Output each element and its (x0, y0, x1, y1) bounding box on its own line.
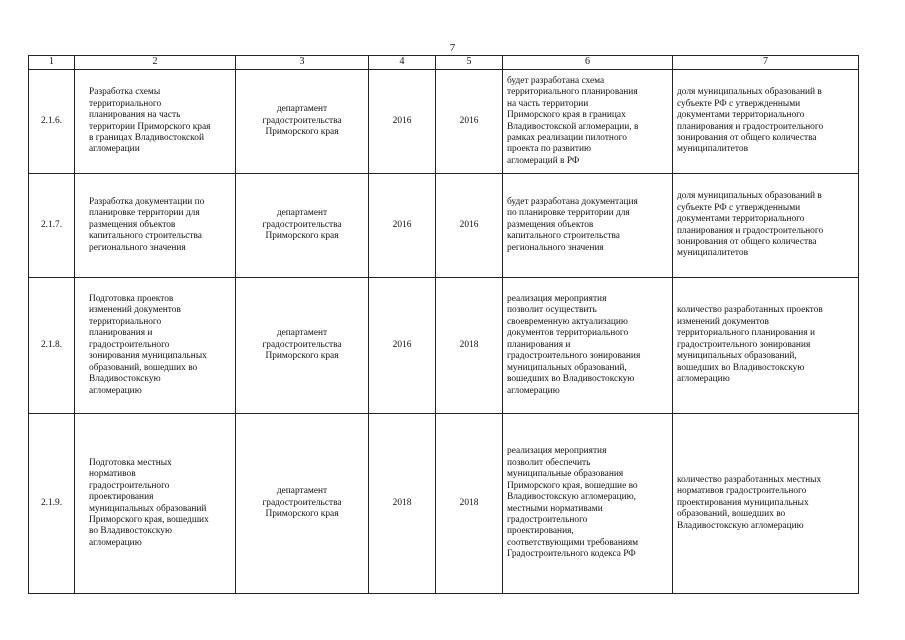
table-row (29, 414, 859, 594)
column-header-5: 5 (436, 56, 503, 70)
end-year: 2018 (436, 414, 503, 594)
end-year: 2016 (436, 70, 503, 174)
page-number: 7 (449, 42, 456, 54)
indicator: доля муниципальных образований в субъекте РФ с утвержденными документами территориального планирования и градостроительного зонирования от общего количества муниципалитетов (677, 87, 824, 155)
measure-title: Разработка документации по планировке территории для размещения объектов капитального строительства регионального значения (89, 196, 205, 253)
start-year: 2016 (369, 70, 436, 174)
table-row (29, 70, 859, 174)
measure-title: Подготовка местных нормативов градостроительного проектирования муниципальных образований Приморского края, вошедших во Владивостокскую агломерацию (89, 457, 209, 548)
column-header-6: 6 (503, 56, 673, 70)
end-year: 2016 (436, 174, 503, 278)
indicator: количество разработанных проектов изменений документов территориального планирования и градостроительного зонирования муниципальных образований, вошедших во Владивостокскую агломерацию (677, 305, 823, 385)
executor: департамент градостроительства Приморского края (262, 104, 342, 138)
start-year: 2016 (369, 174, 436, 278)
table-row (29, 174, 859, 278)
expected-result: реализация мероприятия позволит осуществить своевременную актуализацию документов территориального планирования и градостроительного зонирования муниципальных образований, вошедших во Владивостокскую агломерацию (507, 293, 641, 396)
expected-result: будет разработана документация по планировке территории для размещения объектов капитального строительства регионального значения (507, 196, 638, 253)
start-year: 2018 (369, 414, 436, 594)
row-number: 2.1.6. (29, 70, 75, 174)
expected-result: будет разработана схема территориального планирования на часть территории Приморского края в границах Владивостокской агломерации, в рамках реализации пилотного проекта по развитию агломераций в РФ (507, 75, 639, 166)
indicator: количество разработанных местных нормативов градостроительного проектирования муниципальных образований, вошедших во Владивостокскую агломерацию (677, 474, 822, 531)
executor: департамент градостроительства Приморского края (262, 486, 342, 520)
start-year: 2016 (369, 278, 436, 414)
executor: департамент градостроительства Приморского края (262, 208, 342, 242)
expected-result: реализация мероприятия позволит обеспечить муниципальные образования Приморского края, вошедшие во Владивостокскую агломерацию, местными нормативами градостроительного проектирования, соответствующими требованиям Градостроительного кодекса РФ (507, 446, 639, 560)
measures-table (28, 55, 859, 594)
row-number: 2.1.7. (29, 174, 75, 278)
column-header-1: 1 (29, 56, 75, 70)
table-row (29, 278, 859, 414)
row-number: 2.1.9. (29, 414, 75, 594)
indicator: доля муниципальных образований в субъекте РФ с утвержденными документами территориального планирования и градостроительного зонирования от общего количества муниципалитетов (677, 191, 824, 259)
column-header-3: 3 (236, 56, 369, 70)
column-header-4: 4 (369, 56, 436, 70)
row-number: 2.1.8. (29, 278, 75, 414)
column-header-7: 7 (673, 56, 859, 70)
measure-title: Разработка схемы территориального планирования на часть территории Приморского края в границах Владивостокской агломерации (89, 87, 211, 155)
column-header-2: 2 (75, 56, 236, 70)
executor: департамент градостроительства Приморского края (262, 328, 342, 362)
measure-title: Подготовка проектов изменений документов территориального планирования и градостроительного зонирования муниципальных образований, вошедших во Владивостокскую агломерацию (89, 293, 207, 396)
end-year: 2018 (436, 278, 503, 414)
header-row (29, 56, 859, 70)
